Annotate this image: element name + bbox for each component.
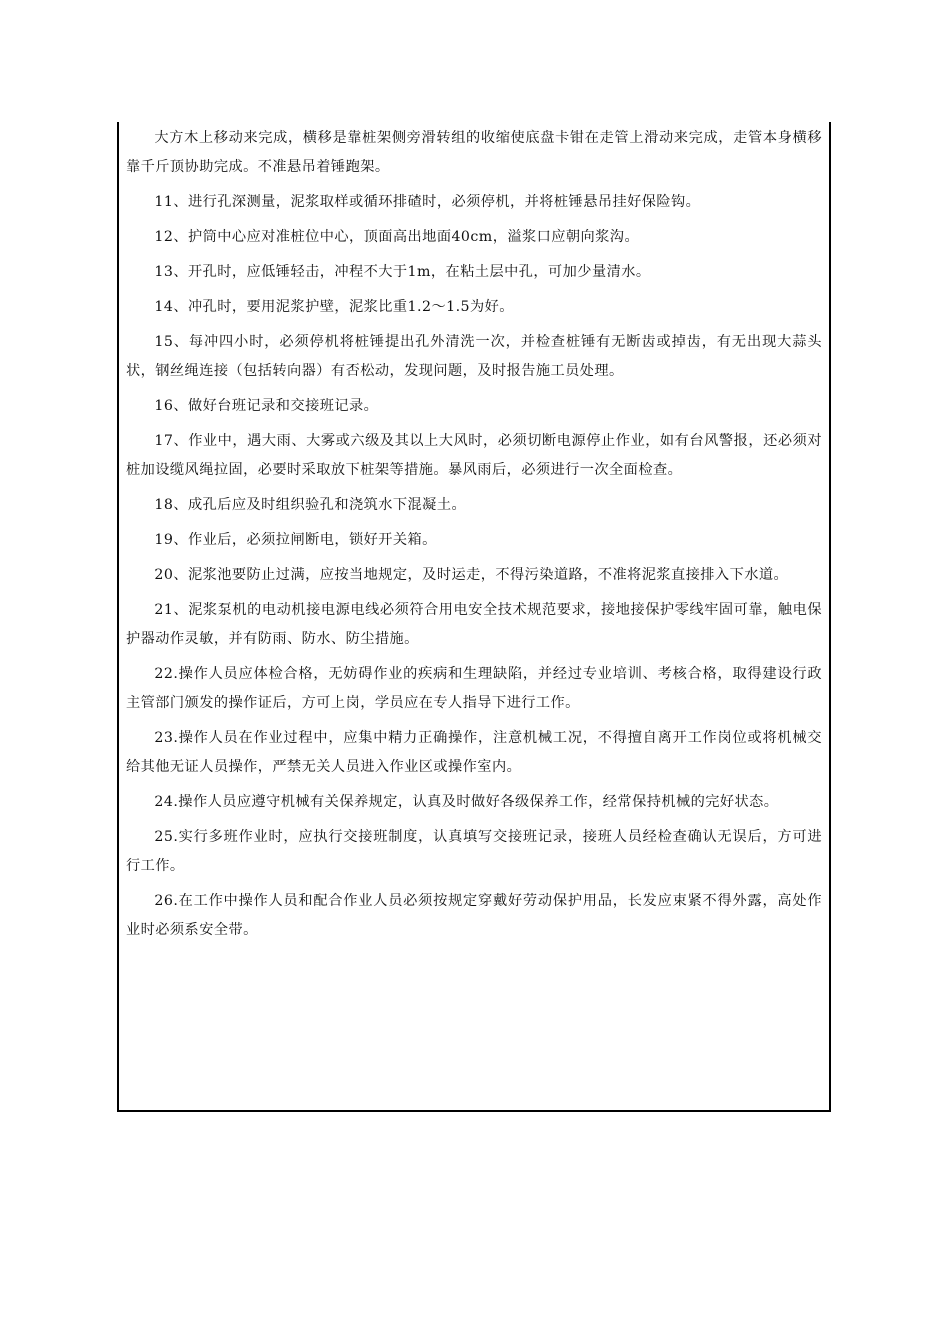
paragraph-item-22: 22.操作人员应体检合格，无妨碍作业的疾病和生理缺陷，并经过专业培训、考核合格，取得建设行政主管部门颁发的操作证后，方可上岗，学员应在专人指导下进行工作。 [126,666,822,711]
document-body [126,124,822,951]
paragraph-item-17: 17、作业中，遇大雨、大雾或六级及其以上大风时，必须切断电源停止作业，如有台风警报，还必须对桩加设缆风绳拉固，必要时采取放下桩架等措施。暴风雨后，必须进行一次全面检查。 [126,433,822,478]
paragraph-continuation: 大方木上移动来完成，横移是靠桩架侧旁滑转组的收缩使底盘卡钳在走管上滑动来完成，走管本身横移靠千斤顶协助完成。不准悬吊着锤跑架。 [126,130,822,175]
paragraph-item-24: 24.操作人员应遵守机械有关保养规定，认真及时做好各级保养工作，经常保持机械的完好状态。 [154,794,779,810]
paragraph-item-16: 16、做好台班记录和交接班记录。 [154,398,379,414]
paragraph-item-23: 23.操作人员在作业过程中，应集中精力正确操作，注意机械工况，不得擅自离开工作岗位或将机械交给其他无证人员操作，严禁无关人员进入作业区或操作室内。 [126,730,822,775]
paragraph-item-11: 11、进行孔深测量，泥浆取样或循环排碴时，必须停机，并将桩锤悬吊挂好保险钩。 [154,194,701,210]
paragraph-item-25: 25.实行多班作业时，应执行交接班制度，认真填写交接班记录，接班人员经检查确认无误后，方可进行工作。 [126,829,822,874]
paragraph-item-21: 21、泥浆泵机的电动机接电源电线必须符合用电安全技术规范要求，接地接保护零线牢固可靠，触电保护器动作灵敏，并有防雨、防水、防尘措施。 [126,602,822,647]
paragraph-item-20: 20、泥浆池要防止过满，应按当地规定，及时运走，不得污染道路，不准将泥浆直接排入下水道。 [154,567,789,583]
paragraph-item-13: 13、开孔时，应低锤轻击，冲程不大于1m，在粘土层中孔，可加少量清水。 [154,264,651,280]
paragraph-item-14: 14、冲孔时，要用泥浆护壁，泥浆比重1.2～1.5为好。 [154,299,514,315]
paragraph-item-19: 19、作业后，必须拉闸断电，锁好开关箱。 [154,532,437,548]
document-table-cell [117,122,831,1112]
paragraph-item-18: 18、成孔后应及时组织验孔和浇筑水下混凝土。 [154,497,467,513]
paragraph-item-12: 12、护筒中心应对准桩位中心，顶面高出地面40cm，溢浆口应朝向浆沟。 [154,229,640,245]
paragraph-item-26: 26.在工作中操作人员和配合作业人员必须按规定穿戴好劳动保护用品，长发应束紧不得外露，高处作业时必须系安全带。 [126,893,822,938]
paragraph-item-15: 15、每冲四小时，必须停机将桩锤提出孔外清洗一次，并检查桩锤有无断齿或掉齿，有无出现大蒜头状，钢丝绳连接（包括转向器）有否松动，发现问题，及时报告施工员处理。 [126,334,822,379]
